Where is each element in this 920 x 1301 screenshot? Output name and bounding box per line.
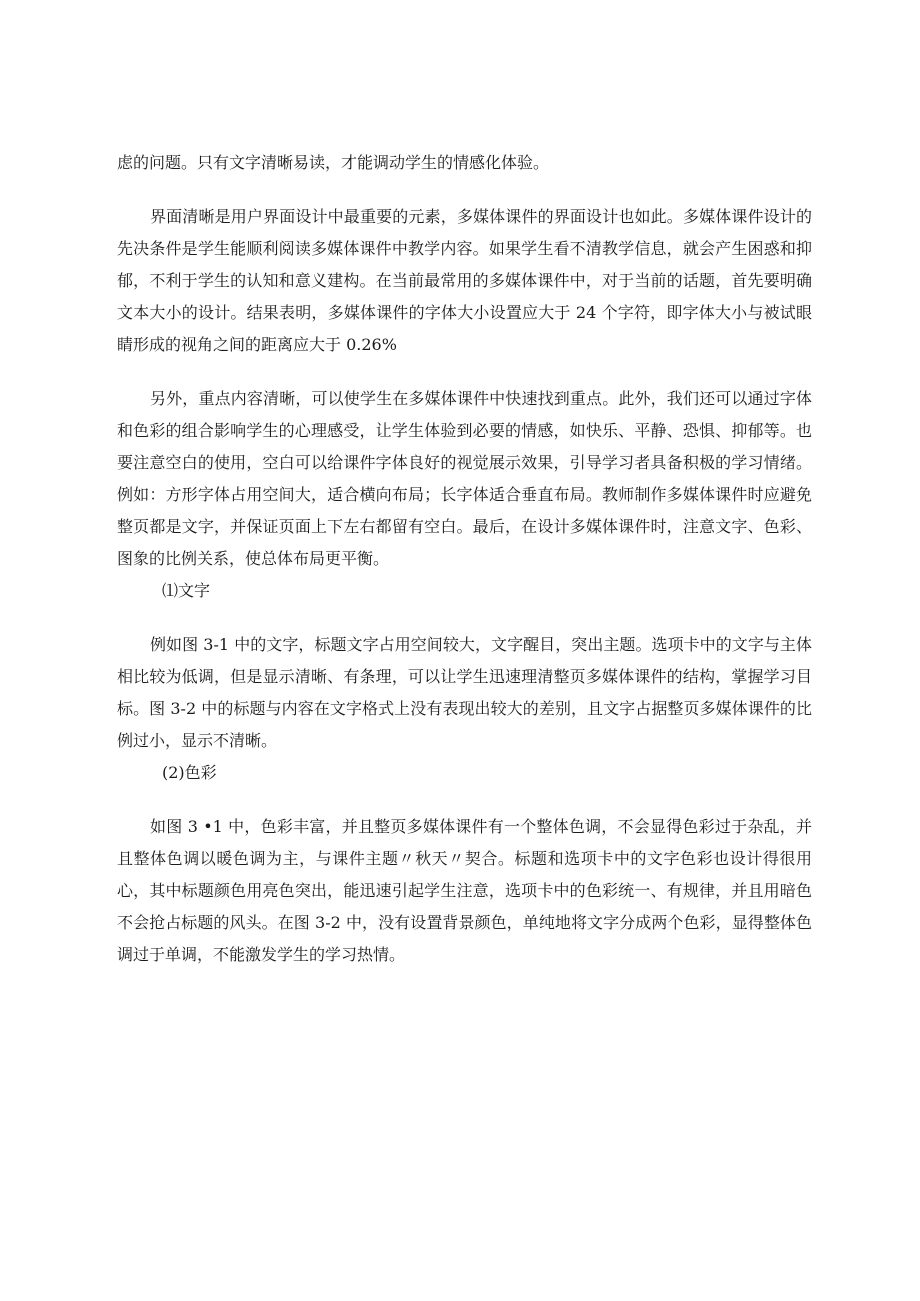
paragraph-interface-clarity: 界面清晰是用户界面设计中最重要的元素，多媒体课件的界面设计也如此。多媒体课件设计的先决条件是学生能顺利阅读多媒体课件中教学内容。如果学生看不清教学信息，就会产生困惑和抑郁，不利于学生的认知和意义建构。在当前最常用的多媒体课件中，对于当前的话题，首先要明确文本大小的设计。结果表明，多媒体课件的字体大小设置应大于 24 个字符，即字体大小与被试眼睛形成的视角之间的距离应大于 0.26% — [117, 207, 812, 354]
paragraph-color-example: 如图 3 •1 中，色彩丰富，并且整页多媒体课件有一个整体色调，不会显得色彩过于杂乱，并且整体色调以暖色调为主，与课件主题〃秋天〃契合。标题和选项卡中的文字色彩也设计得很用心，其中标题颜色用亮色突出，能迅速引起学生注意，选项卡中的色彩统一、有规律，并且用暗色不会抢占标题的风头。在图 3-2 中，没有设置背景颜色，单纯地将文字分成两个色彩，显得整体色调过于单调，不能激发学生的学习热情。 — [117, 817, 812, 964]
section-heading-color: (2)色彩 — [162, 763, 217, 782]
paragraph-key-content: 另外，重点内容清晰，可以使学生在多媒体课件中快速找到重点。此外，我们还可以通过字体和色彩的组合影响学生的心理感受，让学生体验到必要的情感，如快乐、平静、恐惧、抑郁等。也要注意空白的使用，空白可以给课件字体良好的视觉展示效果，引导学习者具备积极的学习情绪。例如：方形字体占用空间大，适合横向布局；长字体适合垂直布局。教师制作多媒体课件时应避免整页都是文字，并保证页面上下左右都留有空白。最后，在设计多媒体课件时，注意文字、色彩、图象的比例关系，使总体布局更平衡。 — [117, 389, 812, 568]
document-body — [117, 147, 812, 971]
paragraph-text-example: 例如图 3-1 中的文字，标题文字占用空间较大，文字醒目，突出主题。选项卡中的文字与主体相比较为低调，但是显示清晰、有条理，可以让学生迅速理清整页多媒体课件的结构，掌握学习目标。图 3-2 中的标题与内容在文字格式上没有表现出较大的差别，且文字占据整页多媒体课件的比例过小，显示不清晰。 — [117, 635, 812, 750]
paragraph-continuation: 虑的问题。只有文字清晰易读，才能调动学生的情感化体验。 — [117, 153, 550, 172]
section-heading-text: ⑴文字 — [162, 581, 211, 600]
